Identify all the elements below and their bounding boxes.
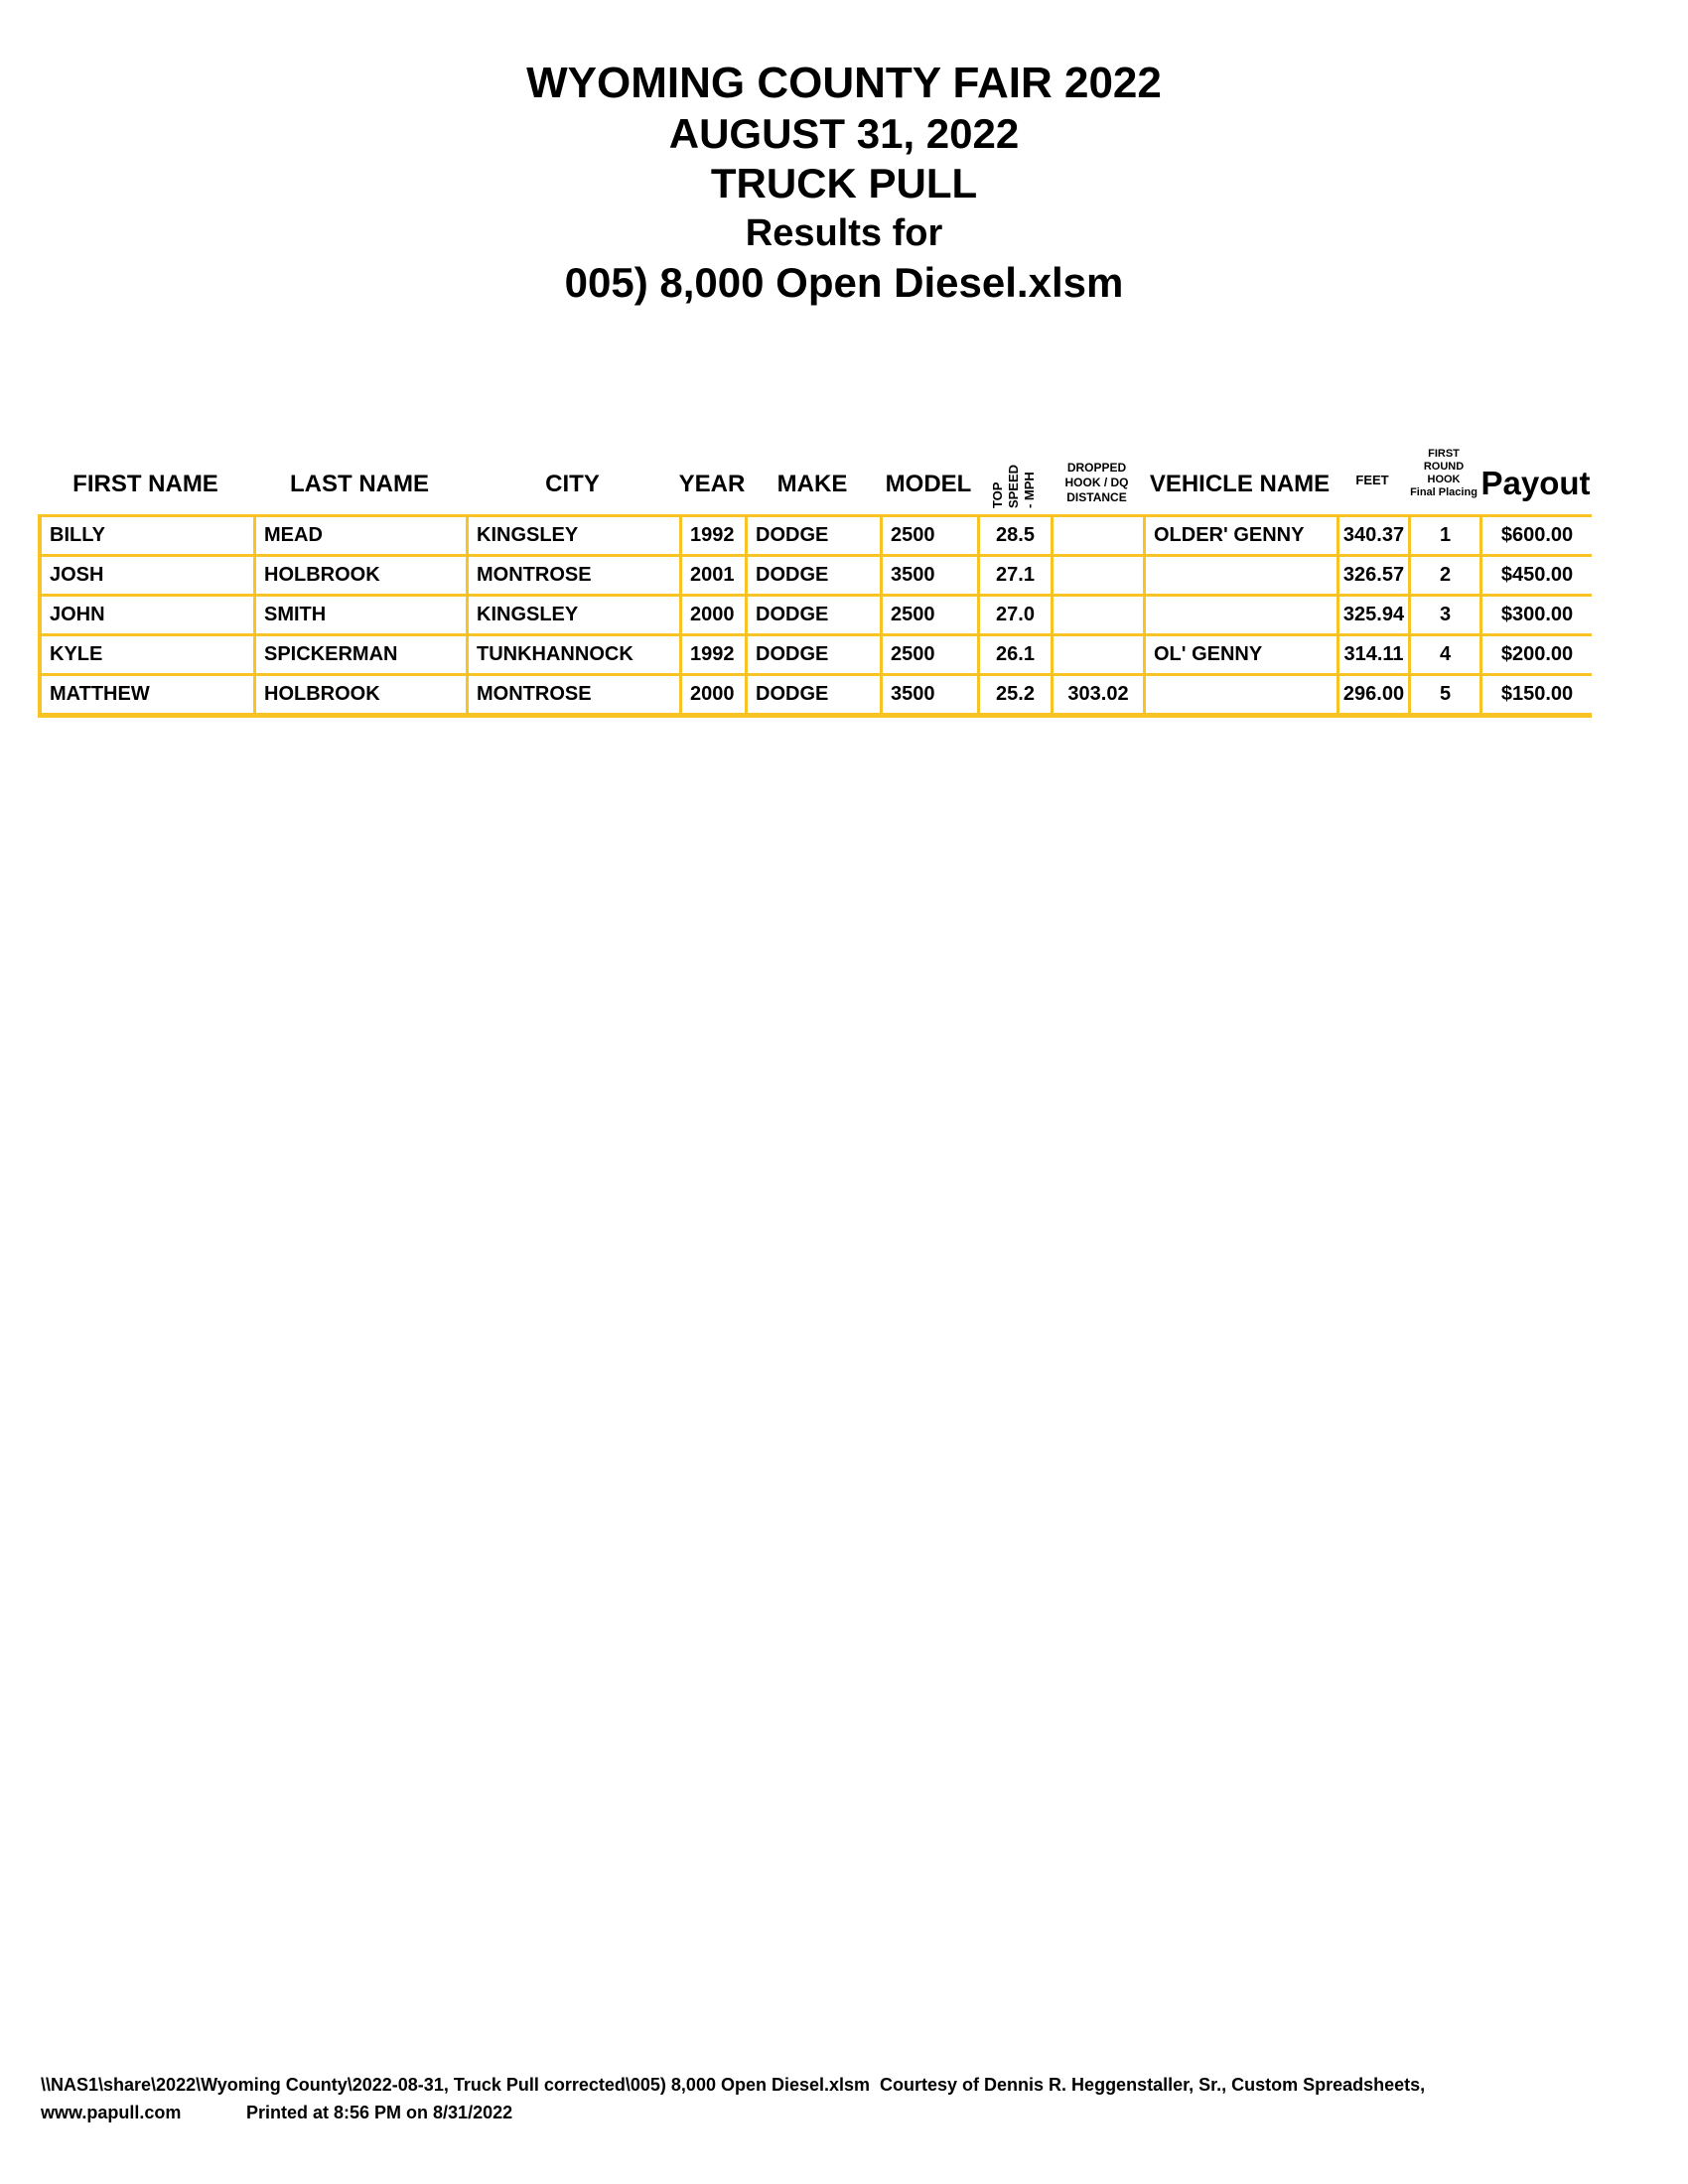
cell-model: 3500 — [880, 557, 977, 594]
cell-placing: 5 — [1408, 676, 1479, 713]
cell-feet: 326.57 — [1336, 557, 1408, 594]
cell-dropped-hook — [1051, 557, 1143, 594]
cell-vehicle-name — [1143, 557, 1336, 594]
cell-last-name: HOLBROOK — [253, 676, 466, 713]
cell-payout: $200.00 — [1479, 636, 1592, 673]
cell-year: 2000 — [679, 676, 745, 713]
hook-line1: FIRST ROUND — [1423, 448, 1465, 473]
cell-last-name: SPICKERMAN — [253, 636, 466, 673]
cell-year: 1992 — [679, 636, 745, 673]
cell-placing: 2 — [1408, 557, 1479, 594]
cell-make: DODGE — [745, 557, 880, 594]
col-header-model: MODEL — [885, 471, 972, 497]
top-speed-line3: - MPH — [1021, 472, 1037, 509]
col-header-last-name: LAST NAME — [290, 471, 429, 497]
cell-make: DODGE — [745, 636, 880, 673]
event-date: AUGUST 31, 2022 — [668, 110, 1020, 157]
cell-first-name: JOSH — [50, 564, 104, 586]
table-row — [42, 554, 1592, 594]
col-header-make: MAKE — [776, 471, 848, 497]
cell-payout: $300.00 — [1479, 597, 1592, 633]
title-block — [0, 58, 1688, 308]
cell-model: 2500 — [880, 636, 977, 673]
cell-model: 2500 — [880, 597, 977, 633]
cell-dropped-hook — [1051, 636, 1143, 673]
cell-feet: 314.11 — [1336, 636, 1408, 673]
cell-dropped-hook — [1051, 597, 1143, 633]
cell-dropped-hook — [1051, 517, 1143, 554]
cell-make: DODGE — [745, 597, 880, 633]
results-file-name: 005) 8,000 Open Diesel.xlsm — [564, 259, 1124, 306]
cell-vehicle-name: OL' GENNY — [1143, 636, 1336, 673]
table-header-row — [38, 427, 1592, 514]
col-header-year: YEAR — [678, 471, 746, 497]
col-header-first-round-hook — [1408, 427, 1479, 514]
cell-first-name: BILLY — [50, 524, 105, 546]
cell-feet: 325.94 — [1336, 597, 1408, 633]
cell-city: MONTROSE — [466, 557, 679, 594]
results-for-label: Results for — [745, 212, 943, 254]
cell-last-name: MEAD — [253, 517, 466, 554]
cell-city: KINGSLEY — [466, 597, 679, 633]
col-header-top-speed — [977, 427, 1051, 514]
cell-last-name: SMITH — [253, 597, 466, 633]
cell-city: TUNKHANNOCK — [466, 636, 679, 673]
results-table — [38, 514, 1592, 718]
top-speed-line1: TOP — [989, 481, 1005, 509]
footer-website: www.papull.com — [41, 2103, 182, 2122]
cell-placing: 3 — [1408, 597, 1479, 633]
cell-model: 3500 — [880, 676, 977, 713]
cell-last-name: HOLBROOK — [253, 557, 466, 594]
dropped-line1: DROPPED — [1066, 461, 1127, 475]
event-name: TRUCK PULL — [710, 160, 978, 206]
cell-payout: $150.00 — [1479, 676, 1592, 713]
cell-payout: $600.00 — [1479, 517, 1592, 554]
cell-vehicle-name: OLDER' GENNY — [1143, 517, 1336, 554]
top-speed-line2: SPEED — [1005, 464, 1021, 509]
col-header-feet: FEET — [1355, 473, 1389, 487]
cell-top-speed: 25.2 — [977, 676, 1051, 713]
cell-year: 2001 — [679, 557, 745, 594]
cell-top-speed: 28.5 — [977, 517, 1051, 554]
footer-file-path: \\NAS1\share\2022\Wyoming County\2022-08-31, Truck Pull corrected\005) 8,000 Open Diesel.xlsm Courtesy of Dennis R. Heggenstaller, Sr., Custom Spreadsheets, — [41, 2075, 1426, 2095]
cell-first-name: JOHN — [50, 604, 105, 625]
cell-feet: 340.37 — [1336, 517, 1408, 554]
cell-year: 2000 — [679, 597, 745, 633]
cell-vehicle-name — [1143, 676, 1336, 713]
cell-placing: 4 — [1408, 636, 1479, 673]
page-title: WYOMING COUNTY FAIR 2022 — [526, 59, 1162, 107]
cell-year: 1992 — [679, 517, 745, 554]
table-row — [42, 594, 1592, 633]
cell-city: MONTROSE — [466, 676, 679, 713]
table-row — [42, 514, 1592, 554]
dropped-line3: DISTANCE — [1066, 490, 1127, 504]
dropped-line2: HOOK / DQ — [1064, 476, 1129, 489]
cell-feet: 296.00 — [1336, 676, 1408, 713]
cell-model: 2500 — [880, 517, 977, 554]
hook-line3: Final Placing — [1410, 486, 1477, 498]
table-row — [42, 633, 1592, 673]
cell-top-speed: 27.0 — [977, 597, 1051, 633]
table-row — [42, 673, 1592, 713]
cell-top-speed: 27.1 — [977, 557, 1051, 594]
col-header-dropped-hook — [1051, 427, 1143, 514]
cell-city: KINGSLEY — [466, 517, 679, 554]
cell-first-name: MATTHEW — [50, 683, 150, 705]
col-header-city: CITY — [545, 471, 600, 497]
cell-make: DODGE — [745, 517, 880, 554]
cell-payout: $450.00 — [1479, 557, 1592, 594]
col-header-payout: Payout — [1480, 465, 1591, 501]
cell-make: DODGE — [745, 676, 880, 713]
cell-placing: 1 — [1408, 517, 1479, 554]
top-speed-rotated-label — [990, 465, 1038, 508]
cell-dropped-hook: 303.02 — [1051, 676, 1143, 713]
cell-vehicle-name — [1143, 597, 1336, 633]
footer-printed-timestamp: Printed at 8:56 PM on 8/31/2022 — [246, 2103, 513, 2122]
cell-first-name: KYLE — [50, 643, 103, 665]
col-header-first-name: FIRST NAME — [72, 471, 218, 497]
col-header-vehicle-name: VEHICLE NAME — [1149, 471, 1331, 497]
hook-line2: HOOK — [1427, 474, 1461, 485]
cell-top-speed: 26.1 — [977, 636, 1051, 673]
